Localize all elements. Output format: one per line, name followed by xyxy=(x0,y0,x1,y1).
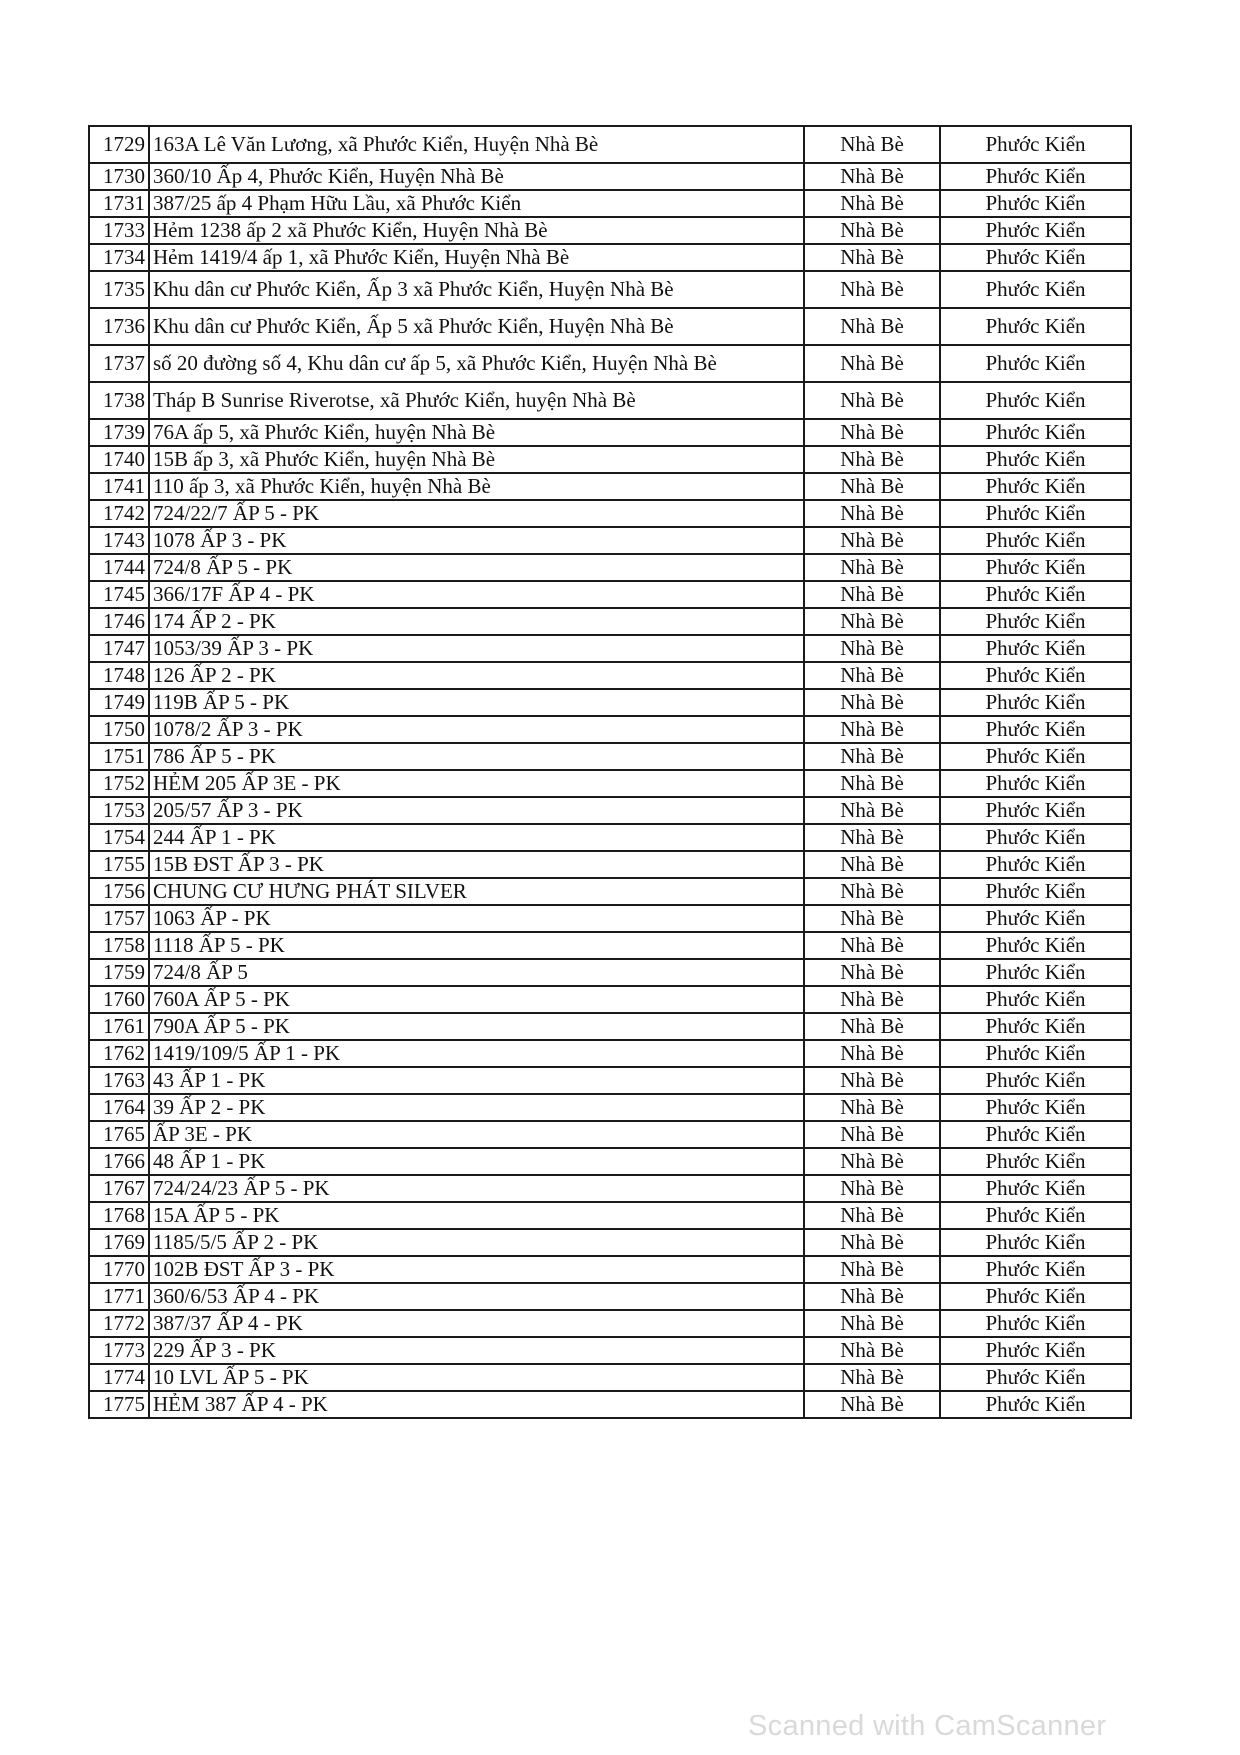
row-number: 1774 xyxy=(89,1364,149,1391)
district-cell: Nhà Bè xyxy=(804,1337,940,1364)
address-cell: 760A ẤP 5 - PK xyxy=(149,986,804,1013)
row-number: 1747 xyxy=(89,635,149,662)
row-number: 1750 xyxy=(89,716,149,743)
row-number: 1756 xyxy=(89,878,149,905)
table-row xyxy=(89,500,1131,527)
ward-cell: Phước Kiển xyxy=(940,1175,1131,1202)
address-cell: Khu dân cư Phước Kiển, Ấp 5 xã Phước Kiển, Huyện Nhà Bè xyxy=(149,308,804,345)
row-number: 1737 xyxy=(89,345,149,382)
address-cell: 39 ẤP 2 - PK xyxy=(149,1094,804,1121)
district-cell: Nhà Bè xyxy=(804,1256,940,1283)
ward-cell: Phước Kiển xyxy=(940,345,1131,382)
district-cell: Nhà Bè xyxy=(804,1202,940,1229)
district-cell: Nhà Bè xyxy=(804,662,940,689)
row-number: 1768 xyxy=(89,1202,149,1229)
address-cell: 790A ẤP 5 - PK xyxy=(149,1013,804,1040)
table-row xyxy=(89,1148,1131,1175)
table-row xyxy=(89,1040,1131,1067)
address-cell: CHUNG CƯ HƯNG PHÁT SILVER xyxy=(149,878,804,905)
address-cell: 10 LVL ẤP 5 - PK xyxy=(149,1364,804,1391)
district-cell: Nhà Bè xyxy=(804,1175,940,1202)
row-number: 1733 xyxy=(89,217,149,244)
address-cell: ẤP 3E - PK xyxy=(149,1121,804,1148)
address-cell: Khu dân cư Phước Kiển, Ấp 3 xã Phước Kiển, Huyện Nhà Bè xyxy=(149,271,804,308)
address-cell: 724/24/23 ẤP 5 - PK xyxy=(149,1175,804,1202)
ward-cell: Phước Kiển xyxy=(940,1094,1131,1121)
table-row xyxy=(89,1229,1131,1256)
row-number: 1762 xyxy=(89,1040,149,1067)
address-cell: 360/6/53 ẤP 4 - PK xyxy=(149,1283,804,1310)
address-cell: 110 ấp 3, xã Phước Kiển, huyện Nhà Bè xyxy=(149,473,804,500)
address-cell: 1185/5/5 ẤP 2 - PK xyxy=(149,1229,804,1256)
ward-cell: Phước Kiển xyxy=(940,1013,1131,1040)
table-row xyxy=(89,608,1131,635)
address-cell: 174 ẤP 2 - PK xyxy=(149,608,804,635)
address-cell: số 20 đường số 4, Khu dân cư ấp 5, xã Phước Kiển, Huyện Nhà Bè xyxy=(149,345,804,382)
district-cell: Nhà Bè xyxy=(804,446,940,473)
row-number: 1729 xyxy=(89,126,149,163)
address-cell: 126 ẤP 2 - PK xyxy=(149,662,804,689)
row-number: 1755 xyxy=(89,851,149,878)
table-row xyxy=(89,217,1131,244)
address-cell: 360/10 Ấp 4, Phước Kiển, Huyện Nhà Bè xyxy=(149,163,804,190)
address-cell: 43 ẤP 1 - PK xyxy=(149,1067,804,1094)
table-row xyxy=(89,635,1131,662)
district-cell: Nhà Bè xyxy=(804,581,940,608)
row-number: 1748 xyxy=(89,662,149,689)
row-number: 1775 xyxy=(89,1391,149,1418)
row-number: 1742 xyxy=(89,500,149,527)
ward-cell: Phước Kiển xyxy=(940,959,1131,986)
table-row xyxy=(89,959,1131,986)
district-cell: Nhà Bè xyxy=(804,1229,940,1256)
row-number: 1740 xyxy=(89,446,149,473)
district-cell: Nhà Bè xyxy=(804,1094,940,1121)
table-row xyxy=(89,1013,1131,1040)
district-cell: Nhà Bè xyxy=(804,1283,940,1310)
table-row xyxy=(89,1067,1131,1094)
table-row xyxy=(89,1175,1131,1202)
row-number: 1764 xyxy=(89,1094,149,1121)
ward-cell: Phước Kiển xyxy=(940,824,1131,851)
address-cell: 15B ĐST ẤP 3 - PK xyxy=(149,851,804,878)
district-cell: Nhà Bè xyxy=(804,244,940,271)
row-number: 1769 xyxy=(89,1229,149,1256)
table-row xyxy=(89,797,1131,824)
row-number: 1741 xyxy=(89,473,149,500)
district-cell: Nhà Bè xyxy=(804,473,940,500)
row-number: 1773 xyxy=(89,1337,149,1364)
ward-cell: Phước Kiển xyxy=(940,527,1131,554)
district-cell: Nhà Bè xyxy=(804,1148,940,1175)
ward-cell: Phước Kiển xyxy=(940,163,1131,190)
ward-cell: Phước Kiển xyxy=(940,1283,1131,1310)
district-cell: Nhà Bè xyxy=(804,382,940,419)
ward-cell: Phước Kiển xyxy=(940,797,1131,824)
district-cell: Nhà Bè xyxy=(804,126,940,163)
district-cell: Nhà Bè xyxy=(804,770,940,797)
ward-cell: Phước Kiển xyxy=(940,1256,1131,1283)
table-row xyxy=(89,419,1131,446)
table-row xyxy=(89,554,1131,581)
row-number: 1763 xyxy=(89,1067,149,1094)
row-number: 1745 xyxy=(89,581,149,608)
district-cell: Nhà Bè xyxy=(804,271,940,308)
table-row xyxy=(89,126,1131,163)
table-row xyxy=(89,1283,1131,1310)
address-cell: 724/8 ẤP 5 xyxy=(149,959,804,986)
district-cell: Nhà Bè xyxy=(804,190,940,217)
ward-cell: Phước Kiển xyxy=(940,1229,1131,1256)
address-cell: 724/8 ẤP 5 - PK xyxy=(149,554,804,581)
table-row xyxy=(89,1094,1131,1121)
ward-cell: Phước Kiển xyxy=(940,986,1131,1013)
district-cell: Nhà Bè xyxy=(804,1067,940,1094)
district-cell: Nhà Bè xyxy=(804,1364,940,1391)
district-cell: Nhà Bè xyxy=(804,345,940,382)
address-cell: 102B ĐST ẤP 3 - PK xyxy=(149,1256,804,1283)
row-number: 1767 xyxy=(89,1175,149,1202)
district-cell: Nhà Bè xyxy=(804,716,940,743)
ward-cell: Phước Kiển xyxy=(940,851,1131,878)
ward-cell: Phước Kiển xyxy=(940,1148,1131,1175)
ward-cell: Phước Kiển xyxy=(940,554,1131,581)
district-cell: Nhà Bè xyxy=(804,217,940,244)
row-number: 1743 xyxy=(89,527,149,554)
table-row xyxy=(89,932,1131,959)
ward-cell: Phước Kiển xyxy=(940,419,1131,446)
row-number: 1761 xyxy=(89,1013,149,1040)
ward-cell: Phước Kiển xyxy=(940,770,1131,797)
address-cell: 786 ẤP 5 - PK xyxy=(149,743,804,770)
row-number: 1766 xyxy=(89,1148,149,1175)
table-row xyxy=(89,1310,1131,1337)
ward-cell: Phước Kiển xyxy=(940,382,1131,419)
district-cell: Nhà Bè xyxy=(804,689,940,716)
table-row xyxy=(89,308,1131,345)
ward-cell: Phước Kiển xyxy=(940,608,1131,635)
address-cell: 1118 ẤP 5 - PK xyxy=(149,932,804,959)
address-cell: 244 ẤP 1 - PK xyxy=(149,824,804,851)
row-number: 1738 xyxy=(89,382,149,419)
district-cell: Nhà Bè xyxy=(804,635,940,662)
row-number: 1751 xyxy=(89,743,149,770)
row-number: 1736 xyxy=(89,308,149,345)
table-row xyxy=(89,743,1131,770)
address-cell: 119B ẤP 5 - PK xyxy=(149,689,804,716)
ward-cell: Phước Kiển xyxy=(940,905,1131,932)
table-row xyxy=(89,770,1131,797)
row-number: 1757 xyxy=(89,905,149,932)
ward-cell: Phước Kiển xyxy=(940,1364,1131,1391)
table-row xyxy=(89,446,1131,473)
row-number: 1752 xyxy=(89,770,149,797)
ward-cell: Phước Kiển xyxy=(940,126,1131,163)
address-cell: Hẻm 1238 ấp 2 xã Phước Kiển, Huyện Nhà Bè xyxy=(149,217,804,244)
district-cell: Nhà Bè xyxy=(804,1121,940,1148)
district-cell: Nhà Bè xyxy=(804,1391,940,1418)
ward-cell: Phước Kiển xyxy=(940,244,1131,271)
address-cell: 1053/39 ẤP 3 - PK xyxy=(149,635,804,662)
ward-cell: Phước Kiển xyxy=(940,689,1131,716)
ward-cell: Phước Kiển xyxy=(940,716,1131,743)
ward-cell: Phước Kiển xyxy=(940,308,1131,345)
address-cell: 205/57 ẤP 3 - PK xyxy=(149,797,804,824)
ward-cell: Phước Kiển xyxy=(940,743,1131,770)
district-cell: Nhà Bè xyxy=(804,824,940,851)
ward-cell: Phước Kiển xyxy=(940,1202,1131,1229)
row-number: 1771 xyxy=(89,1283,149,1310)
row-number: 1760 xyxy=(89,986,149,1013)
address-cell: Tháp B Sunrise Riverotse, xã Phước Kiển, huyện Nhà Bè xyxy=(149,382,804,419)
ward-cell: Phước Kiển xyxy=(940,878,1131,905)
ward-cell: Phước Kiển xyxy=(940,932,1131,959)
ward-cell: Phước Kiển xyxy=(940,1310,1131,1337)
table-row xyxy=(89,190,1131,217)
district-cell: Nhà Bè xyxy=(804,932,940,959)
row-number: 1735 xyxy=(89,271,149,308)
district-cell: Nhà Bè xyxy=(804,851,940,878)
address-cell: 48 ẤP 1 - PK xyxy=(149,1148,804,1175)
ward-cell: Phước Kiển xyxy=(940,271,1131,308)
district-cell: Nhà Bè xyxy=(804,500,940,527)
address-cell: HẺM 387 ẤP 4 - PK xyxy=(149,1391,804,1418)
address-cell: 1078/2 ẤP 3 - PK xyxy=(149,716,804,743)
table-row xyxy=(89,905,1131,932)
address-cell: 15B ấp 3, xã Phước Kiển, huyện Nhà Bè xyxy=(149,446,804,473)
address-cell: 229 ẤP 3 - PK xyxy=(149,1337,804,1364)
ward-cell: Phước Kiển xyxy=(940,635,1131,662)
table-row xyxy=(89,1256,1131,1283)
row-number: 1731 xyxy=(89,190,149,217)
row-number: 1758 xyxy=(89,932,149,959)
table-row xyxy=(89,1121,1131,1148)
address-cell: 387/25 ấp 4 Phạm Hữu Lầu, xã Phước Kiển xyxy=(149,190,804,217)
row-number: 1753 xyxy=(89,797,149,824)
table-row xyxy=(89,271,1131,308)
district-cell: Nhà Bè xyxy=(804,1310,940,1337)
ward-cell: Phước Kiển xyxy=(940,581,1131,608)
table-row xyxy=(89,244,1131,271)
district-cell: Nhà Bè xyxy=(804,527,940,554)
address-cell: 76A ấp 5, xã Phước Kiển, huyện Nhà Bè xyxy=(149,419,804,446)
district-cell: Nhà Bè xyxy=(804,163,940,190)
table-row xyxy=(89,1202,1131,1229)
table-row xyxy=(89,527,1131,554)
address-cell: 1078 ẤP 3 - PK xyxy=(149,527,804,554)
table-row xyxy=(89,163,1131,190)
address-cell: 724/22/7 ẤP 5 - PK xyxy=(149,500,804,527)
ward-cell: Phước Kiển xyxy=(940,446,1131,473)
ward-cell: Phước Kiển xyxy=(940,1391,1131,1418)
row-number: 1739 xyxy=(89,419,149,446)
table-row xyxy=(89,716,1131,743)
ward-cell: Phước Kiển xyxy=(940,500,1131,527)
ward-cell: Phước Kiển xyxy=(940,1040,1131,1067)
address-cell: HẺM 205 ẤP 3E - PK xyxy=(149,770,804,797)
district-cell: Nhà Bè xyxy=(804,986,940,1013)
table-row xyxy=(89,473,1131,500)
address-cell: 15A ẤP 5 - PK xyxy=(149,1202,804,1229)
ward-cell: Phước Kiển xyxy=(940,473,1131,500)
district-cell: Nhà Bè xyxy=(804,905,940,932)
row-number: 1759 xyxy=(89,959,149,986)
district-cell: Nhà Bè xyxy=(804,608,940,635)
table-row xyxy=(89,878,1131,905)
district-cell: Nhà Bè xyxy=(804,1013,940,1040)
row-number: 1730 xyxy=(89,163,149,190)
row-number: 1754 xyxy=(89,824,149,851)
table-row xyxy=(89,345,1131,382)
table-row xyxy=(89,1337,1131,1364)
address-cell: 387/37 ẤP 4 - PK xyxy=(149,1310,804,1337)
address-cell: 1419/109/5 ẤP 1 - PK xyxy=(149,1040,804,1067)
row-number: 1744 xyxy=(89,554,149,581)
scanner-watermark: Scanned with CamScanner xyxy=(748,1710,1107,1742)
address-table-body xyxy=(89,126,1131,1418)
row-number: 1770 xyxy=(89,1256,149,1283)
table-row xyxy=(89,986,1131,1013)
ward-cell: Phước Kiển xyxy=(940,662,1131,689)
row-number: 1772 xyxy=(89,1310,149,1337)
table-row xyxy=(89,1364,1131,1391)
address-cell: 1063 ẤP - PK xyxy=(149,905,804,932)
district-cell: Nhà Bè xyxy=(804,959,940,986)
district-cell: Nhà Bè xyxy=(804,797,940,824)
district-cell: Nhà Bè xyxy=(804,878,940,905)
ward-cell: Phước Kiển xyxy=(940,1337,1131,1364)
table-row xyxy=(89,662,1131,689)
table-row xyxy=(89,689,1131,716)
address-cell: Hẻm 1419/4 ấp 1, xã Phước Kiển, Huyện Nhà Bè xyxy=(149,244,804,271)
district-cell: Nhà Bè xyxy=(804,308,940,345)
table-row xyxy=(89,382,1131,419)
address-cell: 163A Lê Văn Lương, xã Phước Kiển, Huyện Nhà Bè xyxy=(149,126,804,163)
table-row xyxy=(89,1391,1131,1418)
address-table xyxy=(88,125,1132,1419)
ward-cell: Phước Kiển xyxy=(940,1067,1131,1094)
row-number: 1749 xyxy=(89,689,149,716)
ward-cell: Phước Kiển xyxy=(940,217,1131,244)
ward-cell: Phước Kiển xyxy=(940,190,1131,217)
table-row xyxy=(89,581,1131,608)
district-cell: Nhà Bè xyxy=(804,554,940,581)
table-row xyxy=(89,851,1131,878)
address-cell: 366/17F ẤP 4 - PK xyxy=(149,581,804,608)
row-number: 1746 xyxy=(89,608,149,635)
district-cell: Nhà Bè xyxy=(804,419,940,446)
district-cell: Nhà Bè xyxy=(804,743,940,770)
ward-cell: Phước Kiển xyxy=(940,1121,1131,1148)
row-number: 1765 xyxy=(89,1121,149,1148)
table-row xyxy=(89,824,1131,851)
district-cell: Nhà Bè xyxy=(804,1040,940,1067)
row-number: 1734 xyxy=(89,244,149,271)
